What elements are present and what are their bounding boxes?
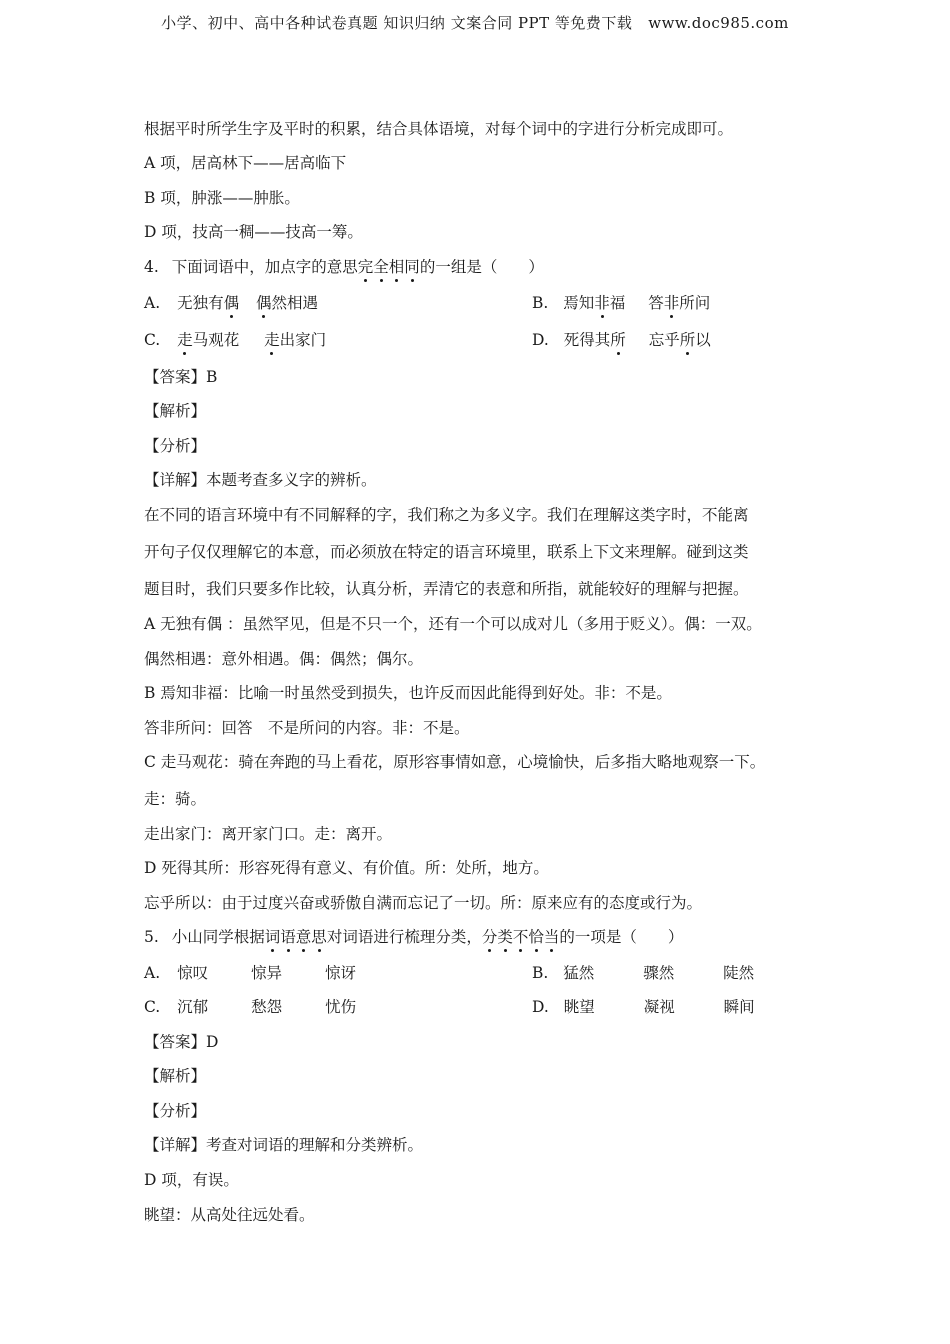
dotted-char: 非 <box>594 294 610 312</box>
intro-line: 根据平时所学生字及平时的积累，结合具体语境，对每个词中的字进行分析完成即可。 <box>144 120 734 138</box>
detail-line: 走出家门：离开家门口。走：离开。 <box>144 825 393 843</box>
detail-line: 在不同的语言环境中有不同解释的字，我们称之为多义字。我们在理解这类字时，不能离 <box>144 506 749 524</box>
option-label: C. <box>144 998 161 1016</box>
detail-line: 答非所问：回答 不是所问的内容。非：不是。 <box>144 719 470 737</box>
detail-line: A 无独有偶 ：虽然罕见，但是不只一个，还有一个可以成对儿（多用于贬义）。偶：一双。 <box>144 615 762 633</box>
option-label: D. <box>532 331 549 349</box>
stem-text: 对词语进行梳理分类， <box>326 928 482 946</box>
option-text: 答 <box>648 294 664 312</box>
detail-line: 【详解】本题考查多义字的辨析。 <box>144 471 377 489</box>
q4-option-d[interactable] <box>532 330 711 350</box>
dotted-char: 所 <box>679 331 696 349</box>
intro-line: D 项，技高一稠——技高一筹。 <box>144 223 363 241</box>
stem-text: 下面词语中，加点字的意思 <box>171 258 358 276</box>
question-4-stem <box>144 257 544 277</box>
jiexi-label: 【解析】 <box>144 1067 207 1085</box>
option-label: A. <box>144 964 161 982</box>
option-text: 死得其 <box>563 331 611 349</box>
detail-line: 眺望：从高处往远处看。 <box>144 1206 315 1224</box>
q5-option-d[interactable] <box>532 997 755 1017</box>
option-label: C. <box>144 331 161 349</box>
header-text: 小学、初中、高中各种试卷真题 知识归纳 文案合同 PPT 等免费下载 <box>161 14 633 32</box>
option-word: 眺望 <box>563 998 595 1016</box>
option-word: 惊异 <box>251 964 283 982</box>
dotted-char: 完 <box>357 258 374 276</box>
dotted-char: 类 <box>497 928 513 946</box>
option-text: 忘乎 <box>648 331 680 349</box>
option-word: 忧伤 <box>325 998 357 1016</box>
detail-line: 题目时，我们只要多作比较，认真分析，弄清它的表意和所指，就能较好的理解与把握。 <box>144 580 749 598</box>
dotted-char: 走 <box>264 331 280 349</box>
detail-line: D 项，有误。 <box>144 1171 239 1189</box>
q5-option-b[interactable] <box>532 963 754 983</box>
stem-text: 小山同学根据 <box>171 928 265 946</box>
detail-line: D 死得其所：形容死得有意义、有价值。所：处所，地方。 <box>144 859 549 877</box>
page-header <box>0 12 950 33</box>
option-text: 焉知 <box>563 294 595 312</box>
dotted-char: 偶 <box>223 294 240 312</box>
option-text: 出家门 <box>279 331 327 349</box>
detail-line: 【详解】考查对词语的理解和分类辨析。 <box>144 1136 424 1154</box>
stem-text: 的一组是（ ） <box>419 258 544 276</box>
option-text: 以 <box>695 331 711 349</box>
fenxi-label: 【分析】 <box>144 437 207 455</box>
dotted-char: 意 <box>295 928 312 946</box>
option-word: 沉郁 <box>177 998 209 1016</box>
stem-text: 的一项是（ ） <box>559 928 684 946</box>
dotted-char: 语 <box>280 928 296 946</box>
option-word: 惊讶 <box>324 964 356 982</box>
intro-line: B 项，肿涨——肿胀。 <box>144 189 300 207</box>
dotted-char: 同 <box>404 258 420 276</box>
detail-line: 开句子仅仅理解它的本意，而必须放在特定的语言环境里，联系上下文来理解。碰到这类 <box>144 543 749 561</box>
jiexi-label: 【解析】 <box>144 402 207 420</box>
option-word: 猛然 <box>563 964 595 982</box>
option-word: 瞬间 <box>723 998 755 1016</box>
option-word: 凝视 <box>643 998 675 1016</box>
question-number: 5. <box>144 928 159 946</box>
dotted-char: 不 <box>512 928 529 946</box>
q4-option-b[interactable] <box>532 293 710 313</box>
q4-option-c[interactable] <box>144 330 326 350</box>
dotted-char: 当 <box>543 928 560 946</box>
option-label: D. <box>532 998 549 1016</box>
answer-label: 【答案】D <box>144 1033 219 1051</box>
q5-option-a[interactable] <box>144 963 356 983</box>
dotted-char: 非 <box>663 294 680 312</box>
dotted-char: 分 <box>481 928 498 946</box>
fenxi-label: 【分析】 <box>144 1102 207 1120</box>
dotted-char: 恰 <box>528 928 544 946</box>
option-word: 惊叹 <box>177 964 209 982</box>
option-text: 无独有 <box>177 294 224 312</box>
option-text: 然相遇 <box>271 294 319 312</box>
option-text: 马观花 <box>192 331 240 349</box>
dotted-char: 全 <box>373 258 389 276</box>
dotted-char: 词 <box>264 928 281 946</box>
detail-line: C 走马观花：骑在奔跑的马上看花，原形容事情如意，心境愉快，后多指大略地观察一下。 <box>144 753 766 771</box>
question-5-stem <box>144 927 683 947</box>
q4-option-a[interactable] <box>144 293 318 313</box>
option-text: 福 <box>609 294 626 312</box>
dotted-char: 相 <box>388 258 405 276</box>
detail-line: 忘乎所以：由于过度兴奋或骄傲自满而忘记了一切。所：原来应有的态度或行为。 <box>144 894 703 912</box>
dotted-char: 走 <box>177 331 193 349</box>
option-word: 骤然 <box>643 964 675 982</box>
option-word: 陡然 <box>723 964 755 982</box>
option-text: 所问 <box>679 294 711 312</box>
answer-label: 【答案】B <box>144 368 218 386</box>
detail-line: 偶然相遇：意外相遇。偶：偶然；偶尔。 <box>144 650 424 668</box>
option-label: B. <box>532 964 549 982</box>
option-label: B. <box>532 294 549 312</box>
dotted-char: 偶 <box>256 294 272 312</box>
detail-line: 走：骑。 <box>144 790 207 808</box>
dotted-char: 所 <box>610 331 626 349</box>
dotted-char: 思 <box>311 928 327 946</box>
question-number: 4. <box>144 258 159 276</box>
option-label: A. <box>144 294 161 312</box>
option-word: 愁怨 <box>251 998 283 1016</box>
intro-line: A 项，居高林下——居高临下 <box>144 154 347 172</box>
detail-line: B 焉知非福：比喻一时虽然受到损失，也许反而因此能得到好处。非：不是。 <box>144 684 672 702</box>
header-site[interactable]: www.doc985.com <box>648 14 789 32</box>
q5-option-c[interactable] <box>144 997 356 1017</box>
